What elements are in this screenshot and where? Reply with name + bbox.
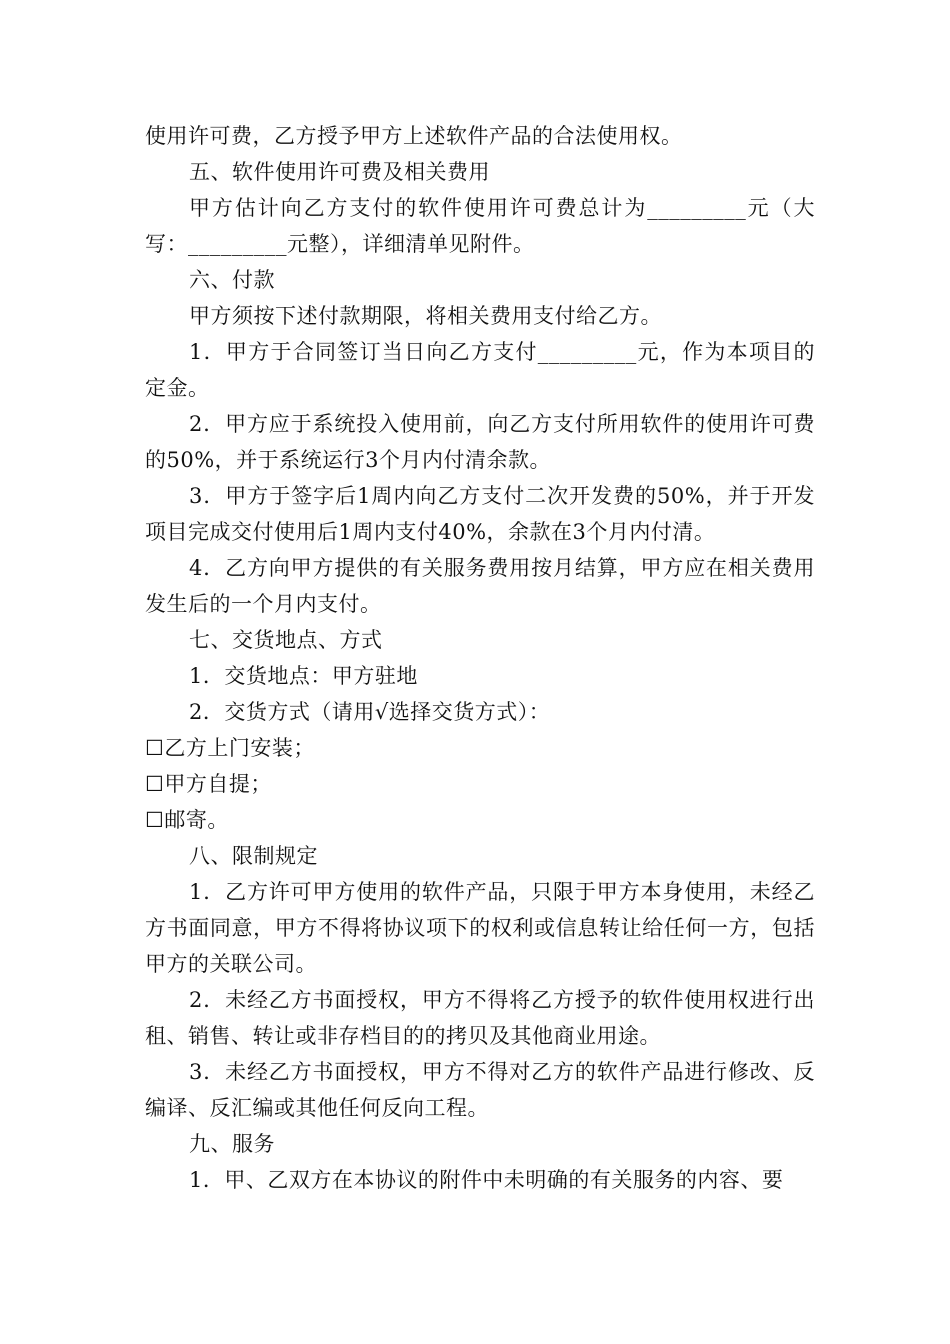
paragraph-payment-4: 4．乙方向甲方提供的有关服务费用按月结算，甲方应在相关费用发生后的一个月内支付。: [145, 556, 815, 616]
checkbox-option-self-pickup: ☐甲方自提；: [145, 772, 272, 796]
heading-section-9: 九、服务: [189, 1132, 275, 1156]
paragraph-service-1: 1．甲、乙双方在本协议的附件中未明确的有关服务的内容、要: [189, 1168, 784, 1192]
paragraph-license-grant: 使用许可费，乙方授予甲方上述软件产品的合法使用权。: [145, 124, 683, 148]
paragraph-delivery-method: 2．交货方式（请用√选择交货方式）：: [189, 700, 551, 724]
paragraph-delivery-place: 1．交货地点：甲方驻地: [189, 664, 418, 688]
checkbox-option-mail: ☐邮寄。: [145, 808, 229, 832]
checkbox-option-onsite-install: ☐乙方上门安装；: [145, 736, 315, 760]
paragraph-restriction-3: 3．未经乙方书面授权，甲方不得对乙方的软件产品进行修改、反编译、反汇编或其他任何反向工程。: [145, 1060, 815, 1120]
paragraph-payment-intro: 甲方须按下述付款期限，将相关费用支付给乙方。: [189, 304, 662, 328]
heading-section-8: 八、限制规定: [189, 844, 318, 868]
paragraph-license-fee-total: 甲方估计向乙方支付的软件使用许可费总计为_________元（大写：_________元整），详细清单见附件。: [145, 196, 815, 256]
heading-section-6: 六、付款: [189, 268, 275, 292]
document-body: [145, 118, 815, 1198]
heading-section-5: 五、软件使用许可费及相关费用: [189, 160, 490, 184]
paragraph-restriction-2: 2．未经乙方书面授权，甲方不得将乙方授予的软件使用权进行出租、销售、转让或非存档目的的拷贝及其他商业用途。: [145, 988, 815, 1048]
paragraph-restriction-1: 1．乙方许可甲方使用的软件产品，只限于甲方本身使用，未经乙方书面同意，甲方不得将协议项下的权利或信息转让给任何一方，包括甲方的关联公司。: [145, 880, 815, 976]
paragraph-payment-3: 3．甲方于签字后1周内向乙方支付二次开发费的50%，并于开发项目完成交付使用后1周内支付40%，余款在3个月内付清。: [145, 484, 815, 544]
paragraph-payment-2: 2．甲方应于系统投入使用前，向乙方支付所用软件的使用许可费的50%，并于系统运行3个月内付清余款。: [145, 412, 815, 472]
heading-section-7: 七、交货地点、方式: [189, 628, 383, 652]
paragraph-payment-1: 1．甲方于合同签订当日向乙方支付_________元，作为本项目的定金。: [145, 340, 815, 400]
